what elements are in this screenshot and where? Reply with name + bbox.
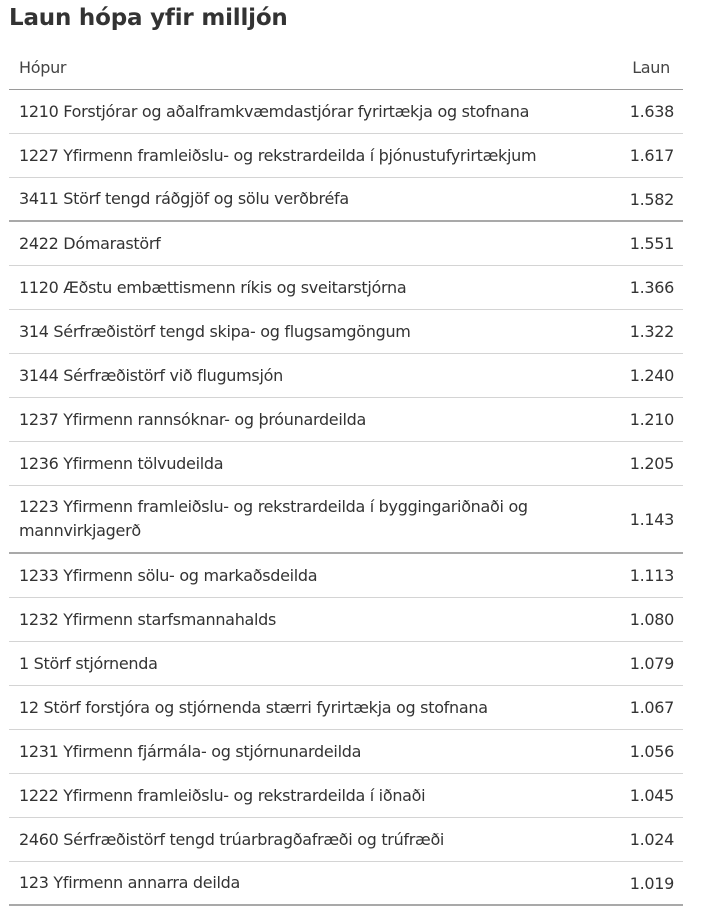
group-cell: 1237 Yfirmenn rannsóknar- og þróunardeilda [19,409,367,429]
table-row [9,486,683,554]
table-row [9,774,683,818]
pay-cell: 1.080 [629,610,674,629]
table-row [9,442,683,486]
pay-cell: 1.205 [629,454,674,473]
table-row [9,178,683,222]
table-row [9,398,683,442]
page-title: Laun hópa yfir milljón [9,5,288,31]
pay-cell: 1.366 [629,278,674,297]
group-cell: 1236 Yfirmenn tölvudeilda [19,453,224,473]
group-cell: 1231 Yfirmenn fjármála- og stjórnunardeilda [19,741,362,761]
table-row [9,598,683,642]
group-cell: 1223 Yfirmenn framleiðslu- og rekstrardeilda í byggingariðnaði og mannvirkjagerð [19,497,528,540]
group-cell: 1233 Yfirmenn sölu- og markaðsdeilda [19,565,318,585]
table-row [9,686,683,730]
pay-cell: 1.056 [629,742,674,761]
pay-cell: 1.322 [629,322,674,341]
table-header-row [9,46,683,90]
table-row [9,554,683,598]
group-cell: 1210 Forstjórar og aðalframkvæmdastjórar fyrirtækja og stofnana [19,101,530,121]
pay-cell: 1.551 [629,234,674,253]
pay-cell: 1.045 [629,786,674,805]
pay-cell: 1.638 [629,102,674,121]
table-row [9,310,683,354]
pay-cell: 1.143 [629,509,674,529]
pay-cell: 1.113 [629,566,674,585]
table-row [9,730,683,774]
group-cell: 3411 Störf tengd ráðgjöf og sölu verðbréfa [19,189,349,208]
group-cell: 2460 Sérfræðistörf tengd trúarbragðafræði og trúfræði [19,829,445,849]
group-cell: 1 Störf stjórnenda [19,653,158,673]
table-row [9,642,683,686]
table-row [9,818,683,862]
pay-cell: 1.019 [629,873,674,893]
table-row [9,862,683,906]
salary-table [9,46,683,906]
column-header-group: Hópur [19,57,67,77]
table-row [9,90,683,134]
table-row [9,134,683,178]
group-cell: 3144 Sérfræðistörf við flugumsjón [19,365,283,385]
group-cell: 1232 Yfirmenn starfsmannahalds [19,609,277,629]
group-cell: 123 Yfirmenn annarra deilda [19,873,240,892]
pay-cell: 1.079 [629,654,674,673]
table-row [9,354,683,398]
table-row [9,266,683,310]
pay-cell: 1.024 [629,830,674,849]
pay-cell: 1.210 [629,410,674,429]
group-cell: 1222 Yfirmenn framleiðslu- og rekstrardeilda í iðnaði [19,785,426,805]
group-cell: 12 Störf forstjóra og stjórnenda stærri fyrirtækja og stofnana [19,697,488,717]
group-cell: 1120 Æðstu embættismenn ríkis og sveitarstjórna [19,277,407,297]
group-cell: 314 Sérfræðistörf tengd skipa- og flugsamgöngum [19,321,411,341]
column-header-pay: Laun [632,58,670,77]
pay-cell: 1.617 [629,146,674,165]
pay-cell: 1.582 [629,189,674,209]
pay-cell: 1.240 [629,366,674,385]
table-row [9,222,683,266]
pay-cell: 1.067 [629,698,674,717]
group-cell: 1227 Yfirmenn framleiðslu- og rekstrardeilda í þjónustufyrirtækjum [19,145,537,165]
group-cell: 2422 Dómarastörf [19,233,161,253]
